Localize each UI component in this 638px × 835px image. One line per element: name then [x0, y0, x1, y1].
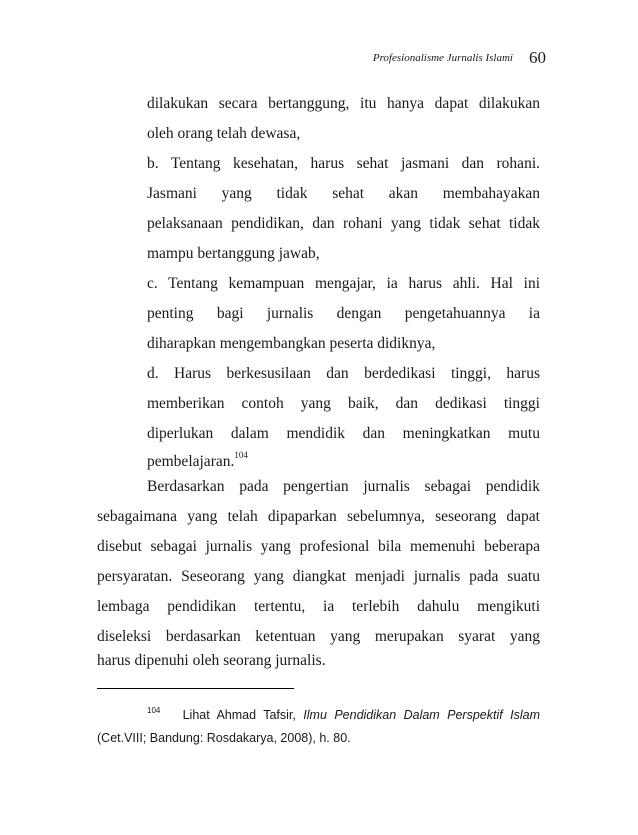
body-line: persyaratan. Seseorang yang diangkat menjadi jurnalis pada suatu — [97, 568, 540, 585]
body-line: c. Tentang kemampuan mengajar, ia harus ahli. Hal ini — [147, 275, 540, 292]
body-line: mampu bertanggung jawab, — [147, 245, 320, 262]
footnote-reference: 104 — [234, 450, 248, 460]
body-line: oleh orang telah dewasa, — [147, 125, 301, 142]
body-line: pelaksanaan pendidikan, dan rohani yang tidak sehat tidak — [147, 215, 540, 232]
body-line: harus dipenuhi oleh seorang jurnalis. — [97, 652, 326, 669]
footnote-lead: Lihat Ahmad Tafsir, — [182, 708, 304, 722]
body-line: sebagaimana yang telah dipaparkan sebelumnya, seseorang dapat — [97, 508, 540, 525]
page-number: 60 — [529, 48, 546, 67]
body-line-with-footnote — [147, 452, 540, 472]
body-line: Berdasarkan pada pengertian jurnalis sebagai pendidik — [147, 478, 540, 495]
running-header — [373, 48, 546, 68]
footnote-separator — [97, 688, 294, 689]
body-line: memberikan contoh yang baik, dan dedikasi tinggi — [147, 395, 540, 412]
body-line: diperlukan dalam mendidik dan meningkatkan mutu — [147, 425, 540, 442]
body-line: disebut sebagai jurnalis yang profesional bila memenuhi beberapa — [97, 538, 540, 555]
body-line: b. Tentang kesehatan, harus sehat jasmani dan rohani. — [147, 155, 540, 172]
header-title: Profesionalisme Jurnalis Islami — [372, 52, 513, 64]
body-line: penting bagi jurnalis dengan pengetahuannya ia — [147, 305, 540, 322]
body-line: d. Harus berkesusilaan dan berdedikasi tinggi, harus — [147, 365, 540, 382]
body-line: Jasmani yang tidak sehat akan membahayakan — [147, 185, 540, 202]
body-line: diseleksi berdasarkan ketentuan yang merupakan syarat yang — [97, 628, 540, 645]
body-line: diharapkan mengembangkan peserta didiknya, — [147, 335, 436, 352]
body-line: lembaga pendidikan tertentu, ia terlebih dahulu mengikuti — [97, 598, 540, 615]
body-line: dilakukan secara bertanggung, itu hanya dapat dilakukan — [147, 95, 540, 112]
footnote-line — [147, 707, 540, 723]
footnote-number: 104 — [147, 706, 161, 715]
body-line-text: pembelajaran. — [147, 453, 235, 470]
footnote-continuation: (Cet.VIII; Bandung: Rosdakarya, 2008), h. 80. — [97, 731, 351, 745]
footnote-book-title: Ilmu Pendidikan Dalam Perspektif Islam — [303, 708, 540, 722]
